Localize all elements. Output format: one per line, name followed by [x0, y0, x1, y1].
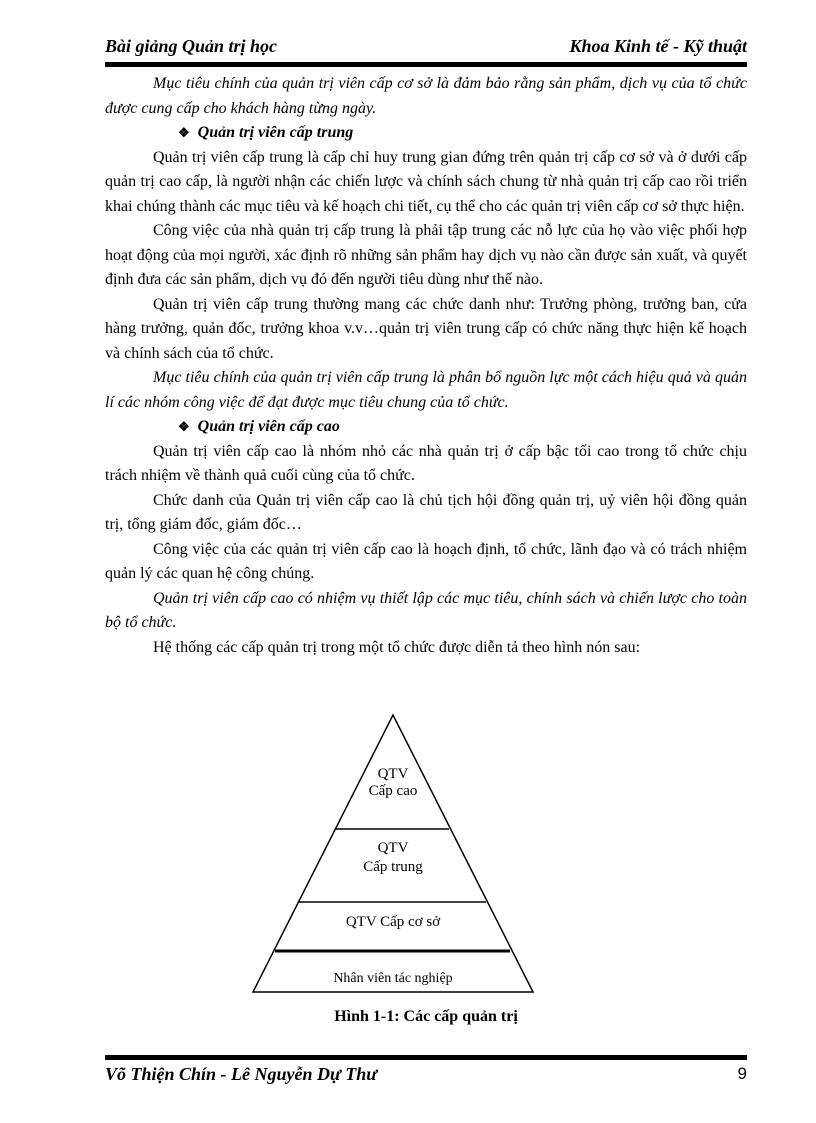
level-operational-label: Nhân viên tác nghiệp — [333, 971, 453, 986]
paragraph-7: Chức danh của Quản trị viên cấp cao là chủ tịch hội đồng quản trị, uỷ viên hội đồng quản trị, tổng giám đốc, giám đốc… — [105, 491, 747, 533]
paragraph-4: Quản trị viên cấp trung thường mang các chức danh như: Trưởng phòng, trưởng ban, cửa hàng trưởng, quản đốc, trưởng khoa v.v…quản trị viên trung cấp có chức năng thực hiện kế hoạch và chính sách của tổ chức. — [105, 295, 747, 362]
pyramid-diagram — [250, 712, 536, 994]
paragraph-9: Quản trị viên cấp cao có nhiệm vụ thiết lập các mục tiêu, chính sách và chiến lược cho toàn bộ tổ chức. — [105, 589, 747, 631]
level-top-label-1: QTV — [377, 766, 409, 782]
level-top-label-2: Cấp cao — [368, 783, 418, 799]
header-course-title: Bài giảng Quản trị học — [105, 36, 278, 56]
heading-text: Quản trị viên cấp trung — [197, 124, 354, 141]
page-body — [105, 72, 747, 660]
heading-text: Quản trị viên cấp cao — [197, 418, 340, 435]
diamond-bullet-icon: ❖ — [178, 125, 190, 140]
level-middle-label-2: Cấp trung — [363, 859, 423, 875]
level-middle-label-1: QTV — [377, 840, 409, 856]
page-footer — [105, 1064, 747, 1088]
diamond-bullet-icon: ❖ — [178, 419, 190, 434]
header-rule — [105, 62, 747, 67]
paragraph-1: Mục tiêu chính của quản trị viên cấp cơ sở là đảm bảo rằng sản phẩm, dịch vụ của tổ chức được cung cấp cho khách hàng từng ngày. — [105, 75, 747, 117]
level-base-label: QTV Cấp cơ sở — [345, 914, 441, 930]
figure-caption: Hình 1-1: Các cấp quản trị — [334, 1008, 518, 1025]
paragraph-3: Công việc của nhà quản trị cấp trung là phải tập trung các nỗ lực của họ vào việc phối hợp hoạt động của mọi người, xác định rõ những sản phẩm hay dịch vụ nào cần được sản xuất, và quyết định đưa các sản phẩm, dịch vụ đó đến người tiêu dùng như thế nào. — [105, 222, 747, 288]
section-heading-middle-managers — [105, 121, 747, 146]
header-department: Khoa Kinh tế - Kỹ thuật — [569, 36, 747, 56]
paragraph-5: Mục tiêu chính của quản trị viên cấp trung là phân bổ nguồn lực một cách hiệu quả và quản lí các nhóm công việc để đạt được mục tiêu chung của tổ chức. — [105, 369, 747, 411]
page-header — [105, 36, 747, 60]
management-pyramid-figure — [250, 712, 536, 994]
section-heading-top-managers — [105, 415, 747, 440]
paragraph-6: Quản trị viên cấp cao là nhóm nhỏ các nhà quản trị ở cấp bậc tối cao trong tổ chức chịu trách nhiệm về thành quả cuối cùng của tổ chức. — [105, 442, 747, 484]
paragraph-10: Hệ thống các cấp quản trị trong một tổ chức được diễn tả theo hình nón sau: — [153, 638, 641, 656]
footer-authors: Võ Thiện Chín - Lê Nguyễn Dự Thư — [105, 1064, 378, 1084]
footer-rule — [105, 1055, 747, 1060]
paragraph-2: Quản trị viên cấp trung là cấp chỉ huy trung gian đứng trên quản trị cấp cơ sở và ở dưới cấp quản trị cao cấp, là người nhận các chiến lược và chính sách chung từ nhà quản trị cấp cao rồi triển khai chúng thành các mục tiêu và kế hoạch chi tiết, cụ thể cho các quản trị viên cấp cơ sở thực hiện. — [105, 148, 747, 215]
paragraph-8: Công việc của các quản trị viên cấp cao là hoạch định, tổ chức, lãnh đạo và có trách nhiệm quản lý các quan hệ công chúng. — [105, 540, 747, 582]
page-number: 9 — [737, 1064, 747, 1083]
